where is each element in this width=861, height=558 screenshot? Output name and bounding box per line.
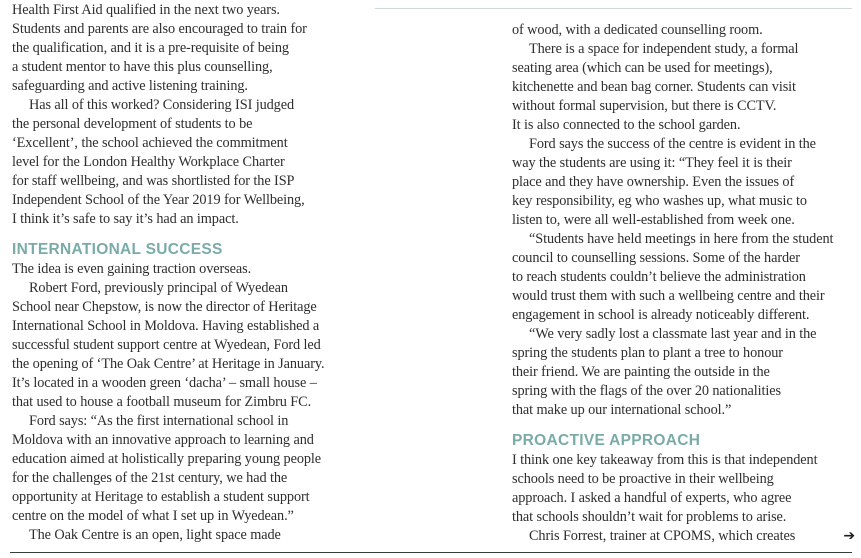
text-line xyxy=(512,59,857,78)
text-line-content: Chris Forrest, trainer at CPOMS, which creates xyxy=(529,528,796,544)
text-line-content: School near Chepstow, is now the director of Heritage xyxy=(12,299,317,315)
text-line xyxy=(12,279,358,298)
text-line xyxy=(512,97,857,116)
text-line xyxy=(512,508,857,527)
text-line xyxy=(12,469,358,488)
text-line-content: education aimed at holistically preparing young people xyxy=(12,451,322,467)
text-line xyxy=(12,96,358,115)
text-line xyxy=(12,507,358,526)
text-line xyxy=(512,21,857,40)
text-line-content: a student mentor to have this plus counselling, xyxy=(12,59,273,75)
text-line-content: safeguarding and active listening training. xyxy=(12,78,248,94)
text-line-content: the qualification, and it is a pre-requisite of being xyxy=(12,40,289,56)
text-line xyxy=(12,134,358,153)
text-line-content: “We very sadly lost a classmate last year and in the xyxy=(529,326,817,342)
text-line-content: that schools shouldn’t wait for problems to arise. xyxy=(512,509,787,525)
text-line-content: spring the students plan to plant a tree to honour xyxy=(512,345,783,361)
text-line xyxy=(12,488,358,507)
text-line-content: their friend. We are painting the outside in the xyxy=(512,364,770,380)
text-line-content: centre on the model of what I set up in Wyedean.” xyxy=(12,508,294,524)
continue-arrow-icon: ➔ xyxy=(843,528,855,544)
text-line-content: ‘Excellent’, the school achieved the commitment xyxy=(12,135,288,151)
text-line-content: of wood, with a dedicated counselling room. xyxy=(512,22,763,38)
text-line xyxy=(12,172,358,191)
text-line xyxy=(512,306,857,325)
text-line-content: Ford says: “As the first international school in xyxy=(29,413,289,429)
text-line xyxy=(12,58,358,77)
text-line-content: kitchenette and bean bag corner. Students can visit xyxy=(512,79,796,95)
text-line xyxy=(512,173,857,192)
text-line xyxy=(512,78,857,97)
text-line xyxy=(12,1,358,20)
text-line-content: for the challenges of the 21st century, we had the xyxy=(12,470,288,486)
text-line-content: I think it’s safe to say it’s had an impact. xyxy=(12,211,239,227)
text-line-content: spring with the flags of the over 20 nationalities xyxy=(512,383,781,399)
text-line-content: would trust them with such a wellbeing centre and their xyxy=(512,288,825,304)
text-line-content: the personal development of students to be xyxy=(12,116,253,132)
text-line-content: that used to house a football museum for Zimbru FC. xyxy=(12,394,312,410)
text-line xyxy=(512,401,857,420)
text-line xyxy=(12,191,358,210)
text-line xyxy=(12,115,358,134)
text-line-content: key responsibility, eg who washes up, what music to xyxy=(512,193,807,209)
text-line-content: opportunity at Heritage to establish a student support xyxy=(12,489,310,505)
text-line-content: The Oak Centre is an open, light space made xyxy=(29,527,281,543)
text-line-content: Has all of this worked? Considering ISI judged xyxy=(29,97,295,113)
text-line-content: way the students are using it: “They feel it is their xyxy=(512,155,792,171)
text-line-content: engagement in school is already noticeably different. xyxy=(512,307,810,323)
text-line-content: schools need to be proactive in their wellbeing xyxy=(512,471,774,487)
text-line xyxy=(512,192,857,211)
text-line xyxy=(12,431,358,450)
text-line xyxy=(12,412,358,431)
text-line-content: There is a space for independent study, a formal xyxy=(529,41,799,57)
text-line-content: the opening of ‘The Oak Centre’ at Heritage in January. xyxy=(12,356,325,372)
text-line xyxy=(512,489,857,508)
text-line xyxy=(512,527,857,546)
section-heading: PROACTIVE APPROACH xyxy=(512,432,701,449)
text-line xyxy=(512,135,857,154)
text-line xyxy=(12,526,358,545)
text-line xyxy=(12,20,358,39)
text-line xyxy=(512,116,857,135)
text-line-content: approach. I asked a handful of experts, who agree xyxy=(512,490,792,506)
article-left-column xyxy=(12,1,358,545)
text-line xyxy=(512,344,857,363)
text-line xyxy=(512,287,857,306)
text-line-content: that make up our international school.” xyxy=(512,402,732,418)
text-line xyxy=(512,451,857,470)
text-line xyxy=(12,260,358,279)
text-line xyxy=(12,393,358,412)
text-line-content: successful student support centre at Wyedean, Ford led xyxy=(12,337,321,353)
text-line xyxy=(512,40,857,59)
text-line-content: The idea is even gaining traction overseas. xyxy=(12,261,252,277)
text-line xyxy=(12,153,358,172)
text-line-content: Students and parents are also encouraged to train for xyxy=(12,21,307,37)
text-line xyxy=(512,470,857,489)
top-rule-divider xyxy=(375,8,852,9)
section-heading: INTERNATIONAL SUCCESS xyxy=(12,241,223,258)
text-line-content: seating area (which can be used for meetings), xyxy=(512,60,773,76)
text-line-content: for staff wellbeing, and was shortlisted for the ISP xyxy=(12,173,295,189)
text-line xyxy=(12,77,358,96)
text-line xyxy=(512,154,857,173)
text-line-content: Moldova with an innovative approach to learning and xyxy=(12,432,314,448)
text-line-content: International School in Moldova. Having established a xyxy=(12,318,320,334)
text-line-content: Health First Aid qualified in the next two years. xyxy=(12,2,280,18)
text-line-content: council to counselling sessions. Some of the harder xyxy=(512,250,800,266)
text-line-content: place and they have ownership. Even the issues of xyxy=(512,174,795,190)
text-line-content: Robert Ford, previously principal of Wyedean xyxy=(29,280,288,296)
text-line xyxy=(512,382,857,401)
text-line xyxy=(512,211,857,230)
text-line-content: Ford says the success of the centre is evident in the xyxy=(529,136,816,152)
text-line xyxy=(12,39,358,58)
text-line-content: I think one key takeaway from this is that independent xyxy=(512,452,818,468)
text-line xyxy=(512,268,857,287)
text-line-content: It is also connected to the school garden. xyxy=(512,117,741,133)
text-line-content: level for the London Healthy Workplace Charter xyxy=(12,154,285,170)
article-right-column xyxy=(512,21,857,546)
text-line xyxy=(12,317,358,336)
text-line-content: Independent School of the Year 2019 for Wellbeing, xyxy=(12,192,305,208)
text-line-content: without formal supervision, but there is CCTV. xyxy=(512,98,777,114)
bottom-rule-divider xyxy=(10,552,852,553)
text-line xyxy=(512,230,857,249)
text-line-content: “Students have held meetings in here from the student xyxy=(529,231,834,247)
text-line xyxy=(12,355,358,374)
text-line-content: to reach students couldn’t believe the administration xyxy=(512,269,806,285)
text-line xyxy=(512,249,857,268)
text-line xyxy=(512,363,857,382)
text-line xyxy=(512,325,857,344)
text-line xyxy=(12,336,358,355)
text-line-content: listen to, were all well-established from week one. xyxy=(512,212,795,228)
text-line xyxy=(12,298,358,317)
text-line xyxy=(12,374,358,393)
text-line-content: It’s located in a wooden green ‘dacha’ – small house – xyxy=(12,375,317,391)
text-line xyxy=(12,450,358,469)
text-line xyxy=(12,210,358,229)
